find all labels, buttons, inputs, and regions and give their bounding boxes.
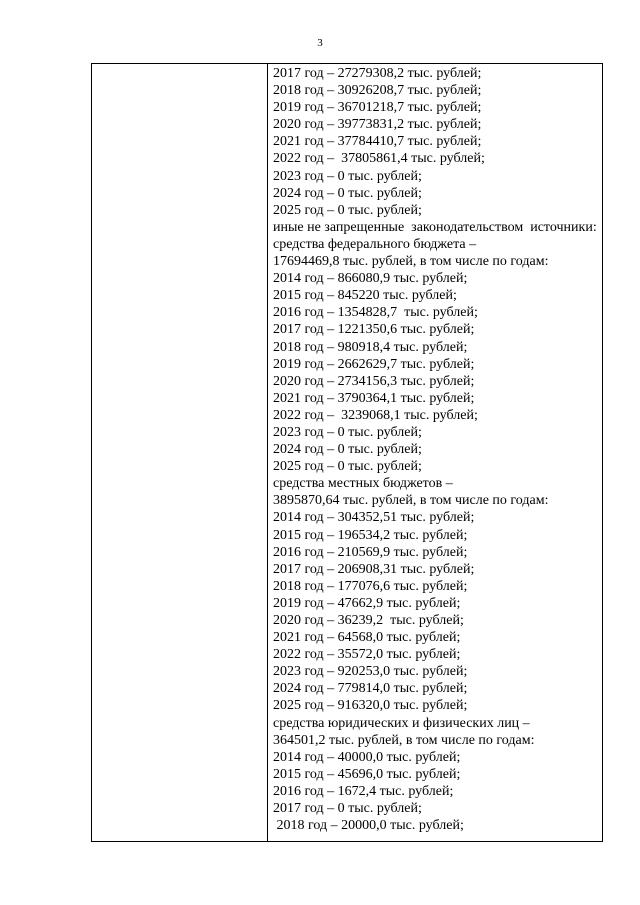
text-line: 2025 год – 0 тыс. рублей;: [273, 202, 422, 218]
text-line: 2016 год – 1354828,7 тыс. рублей;: [273, 305, 478, 321]
text-line: 2023 год – 0 тыс. рублей;: [273, 424, 422, 440]
text-line: 2018 год – 980918,4 тыс. рублей;: [273, 339, 468, 355]
text-line: 3895870,64 тыс. рублей, в том числе по годам:: [273, 493, 549, 509]
page-number: 3: [317, 37, 323, 49]
text-line: 2014 год – 866080,9 тыс. рублей;: [273, 271, 468, 287]
text-line: 2020 год – 36239,2 тыс. рублей;: [273, 613, 464, 628]
text-line: 2019 год – 2662629,7 тыс. рублей;: [273, 356, 475, 372]
text-line: 2018 год – 177076,6 тыс. рублей;: [273, 578, 468, 594]
text-line: 2018 год – 30926208,7 тыс. рублей;: [273, 83, 482, 99]
text-line: 2014 год – 40000,0 тыс. рублей;: [273, 749, 461, 765]
text-line: 2017 год – 206908,31 тыс. рублей;: [273, 561, 475, 577]
text-line: 2021 год – 3790364,1 тыс. рублей;: [273, 390, 475, 406]
text-line: 2020 год – 2734156,3 тыс. рублей;: [273, 373, 475, 389]
text-line: средства федерального бюджета –: [273, 236, 477, 252]
text-line: 2021 год – 37784410,7 тыс. рублей;: [273, 134, 482, 150]
text-line: 2025 год – 916320,0 тыс. рублей;: [273, 698, 468, 714]
text-line: 2017 год – 1221350,6 тыс. рублей;: [273, 322, 475, 338]
text-line: 2022 год – 3239068,1 тыс. рублей;: [273, 407, 478, 423]
text-line: 2017 год – 27279308,2 тыс. рублей;: [273, 66, 482, 81]
text-line: 2023 год – 920253,0 тыс. рублей;: [273, 664, 468, 680]
text-line: 2015 год – 196534,2 тыс. рублей;: [273, 527, 468, 543]
table-right-cell: [268, 64, 602, 841]
text-line: 2017 год – 0 тыс. рублей;: [273, 801, 422, 817]
text-line: 2022 год – 35572,0 тыс. рублей;: [273, 647, 461, 663]
text-line: 2016 год – 210569,9 тыс. рублей;: [273, 544, 468, 560]
text-line: 2020 год – 39773831,2 тыс. рублей;: [273, 117, 482, 133]
text-line: 2019 год – 47662,9 тыс. рублей;: [273, 595, 461, 611]
text-line: 2025 год – 0 тыс. рублей;: [273, 459, 422, 475]
text-line: 2016 год – 1672,4 тыс. рублей;: [273, 783, 454, 799]
text-line: 2023 год – 0 тыс. рублей;: [273, 168, 422, 184]
text-line: 17694469,8 тыс. рублей, в том числе по годам:: [273, 254, 549, 270]
text-line: 364501,2 тыс. рублей, в том числе по годам:: [273, 732, 535, 748]
text-line: 2022 год – 37805861,4 тыс. рублей;: [273, 151, 485, 167]
text-line: средства местных бюджетов –: [273, 476, 453, 492]
text-line: 2021 год – 64568,0 тыс. рублей;: [273, 630, 461, 646]
text-line: 2015 год – 845220 тыс. рублей;: [273, 288, 457, 304]
text-line: 2024 год – 0 тыс. рублей;: [273, 185, 422, 201]
document-table: [91, 63, 603, 842]
text-line: 2024 год – 779814,0 тыс. рублей;: [273, 681, 468, 697]
text-line: 2015 год – 45696,0 тыс. рублей;: [273, 766, 461, 782]
text-line: 2019 год – 36701218,7 тыс. рублей;: [273, 100, 482, 116]
table-left-cell: [92, 64, 268, 841]
text-line: средства юридических и физических лиц –: [273, 715, 530, 731]
text-line: 2024 год – 0 тыс. рублей;: [273, 442, 422, 458]
text-line: иные не запрещенные законодательством источники:: [273, 219, 597, 235]
text-line: 2018 год – 20000,0 тыс. рублей;: [273, 818, 464, 834]
text-line: 2014 год – 304352,51 тыс. рублей;: [273, 510, 475, 526]
